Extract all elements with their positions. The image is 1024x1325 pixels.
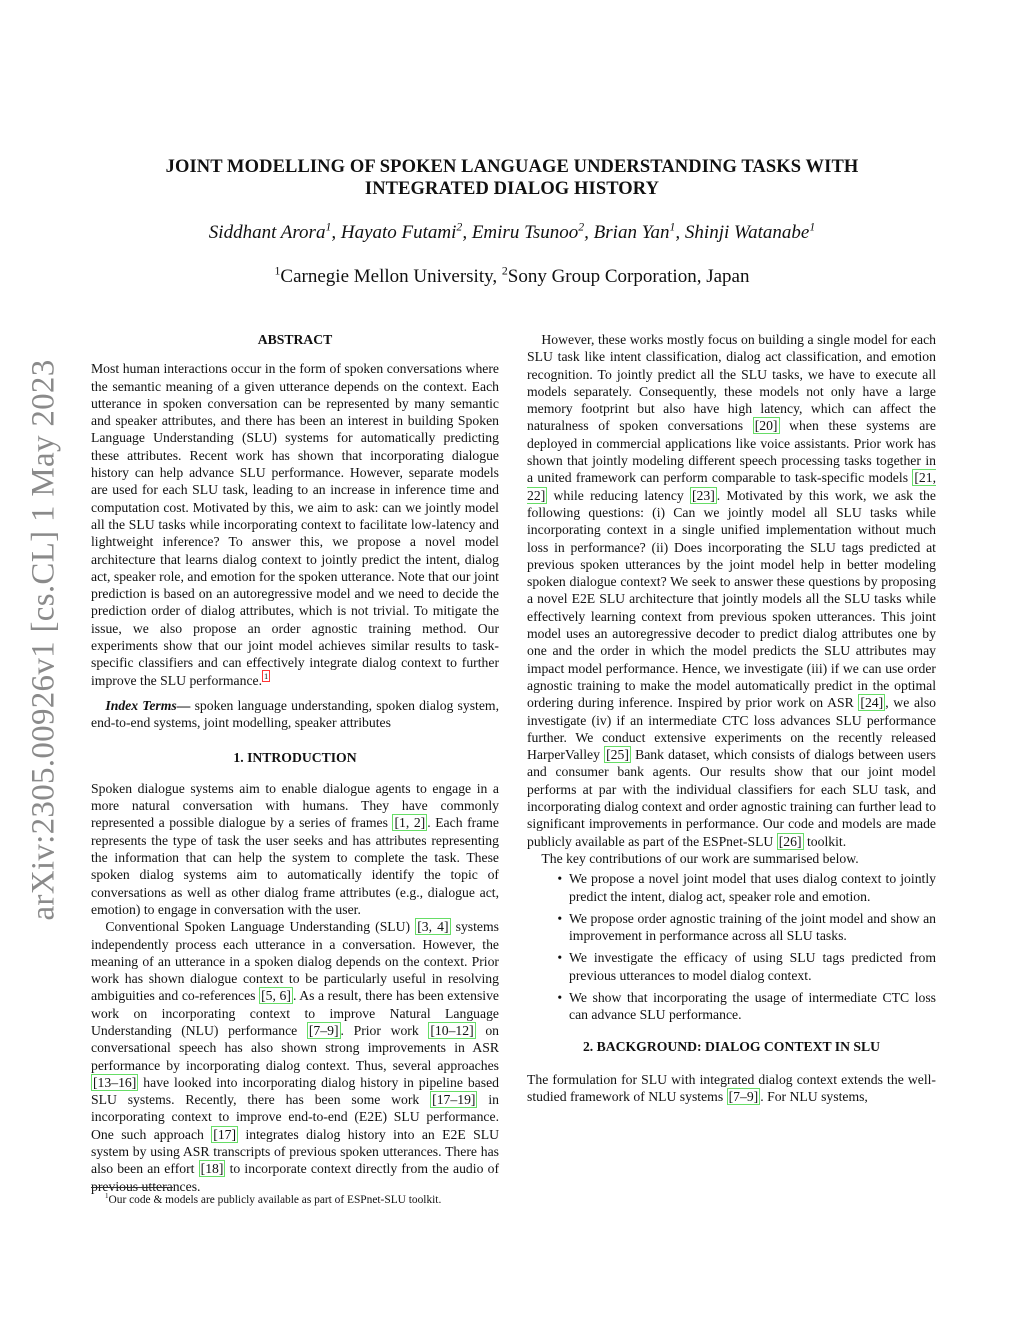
citation-link[interactable]: [3, 4] <box>417 919 449 935</box>
citation-link[interactable]: [10–12] <box>430 1022 474 1038</box>
author-affil-mark: 1 <box>809 220 816 234</box>
intro-heading: 1. INTRODUCTION <box>233 749 357 765</box>
author-affil-mark: 2 <box>578 220 585 234</box>
author-separator: , <box>331 222 341 243</box>
paragraph-text: . For NLU systems, <box>760 1089 868 1105</box>
paper-title <box>100 156 924 200</box>
index-terms-text: spoken language understanding, spoken dialog system, end-to-end systems, joint modelling, speaker attributes <box>91 697 499 731</box>
affil-1: Carnegie Mellon University, <box>280 266 502 287</box>
author-name: Shinji Watanabe <box>684 222 810 243</box>
paragraph-text: toolkit. <box>803 833 847 849</box>
paragraph-text: . As a result, there has been extensive work on incorporating context to improve Natural Language Understanding (NLU) performance <box>91 988 499 1038</box>
citation-link[interactable]: [17] <box>213 1126 237 1142</box>
intro-paragraph-3 <box>527 331 936 850</box>
footnote-mark: 1 <box>105 1192 109 1201</box>
affil-sup-1: 1 <box>274 264 281 278</box>
author-list <box>60 222 964 244</box>
footnote-rule <box>91 1187 173 1188</box>
left-column <box>91 331 499 1195</box>
citation-link[interactable]: [20] <box>754 418 778 434</box>
citation-link[interactable]: [26] <box>778 833 802 849</box>
affil-2: Sony Group Corporation, Japan <box>507 266 750 287</box>
background-heading: 2. BACKGROUND: DIALOG CONTEXT IN SLU <box>582 1038 881 1054</box>
paragraph-text: However, these works mostly focus on building a single model for each SLU task like intent classification, dialog act classification, and emotion recognition. To jointly predict all the SLU tasks, we have to execute all models separately. Consequently, these models not only have a large memory footprint but also have high latency, which can affect the naturalness of spoken conversations <box>527 332 936 434</box>
title-line-1: JOINT MODELLING OF SPOKEN LANGUAGE UNDERSTANDING TASKS WITH <box>165 157 859 177</box>
paragraph-text: systems independently process each utterance in a conversation. However, the meaning of an utterance in a spoken dialog depends on the context. Prior work has shown dialogue context to be particularly useful in resolving ambiguities and co-references <box>91 919 499 1004</box>
intro-paragraph-2 <box>91 918 499 1195</box>
index-terms <box>91 697 499 732</box>
paragraph-text: in incorporating context to improve end-to-end (E2E) SLU performance. One such approach <box>91 1092 499 1142</box>
paragraph-text: to incorporate context directly from the audio of previous utterances. <box>91 1161 499 1194</box>
author-name: Hayato Futami <box>340 222 457 243</box>
footnote <box>91 1193 499 1207</box>
citation-link[interactable]: [7–9] <box>308 1022 339 1038</box>
paragraph-text: , we also investigate (iv) if an intermediate CTC loss advances SLU performance further. We conduct extensive experiments on the recently released HarperValley <box>527 695 936 763</box>
abstract-body: Most human interactions occur in the form of spoken conversations where the semantic meaning of a given utterance depends on the context. Each utterance in spoken conversation can be represented by many semantic and speaker attributes, and there has been an interest in building Spoken Language Understanding (SLU) systems for automatically predicting these attributes. Recent work has shown that incorporating dialogue history can help advance SLU performance. However, separate models are used for each SLU task, leading to an increase in inference time and computation cost. Motivated by this, we aim to ask: can we jointly model all the SLU tasks while incorporating context to facilitate low-latency and lightweight inference? To answer this, we propose a novel model architecture that learns dialog context to jointly predict the intent, dialog act, speaker role, and emotion for the spoken utterance. Note that our joint prediction is based on an autoregressive model and we need to decide the prediction order of dialog attributes, which is not trivial. To mitigate the issue, we also propose an order agnostic training method. Our experiments show that our joint model achieves similar results to task-specific classifiers and can effectively integrate dialog context to further improve the SLU performance. <box>91 361 499 688</box>
citation-link[interactable]: [24] <box>860 695 884 711</box>
paragraph-text: Conventional Spoken Language Understanding (SLU) <box>105 919 416 935</box>
intro-paragraph-4: The key contributions of our work are summarised below. <box>541 850 859 866</box>
citation-link[interactable]: [23] <box>691 487 715 503</box>
footnote-link[interactable]: 1 <box>264 671 269 682</box>
paragraph-text: integrates dialog history into an E2E SLU system by using ASR transcripts of previous spoken utterances. There has also been an effort <box>91 1126 499 1177</box>
index-terms-label: Index Terms— <box>105 697 191 713</box>
contribution-item: • We show that incorporating the usage of intermediate CTC loss can advance SLU performance. <box>569 989 936 1024</box>
abstract-heading: ABSTRACT <box>257 332 333 347</box>
paragraph-text: Spoken dialogue systems aim to enable dialogue agents to engage in a more natural conversation with humans. They have commonly represented a possible dialogue by a series of frames <box>91 780 499 831</box>
citation-link[interactable]: [18] <box>200 1161 224 1177</box>
author-separator: , <box>584 222 594 243</box>
paragraph-text: have looked into incorporating dialog history in pipeline based SLU systems. Recently, there has been some work <box>91 1074 499 1108</box>
affil-sup-2: 2 <box>501 264 508 278</box>
author-affil-mark: 2 <box>456 220 463 234</box>
paragraph-text: . Motivated by this work, we ask the following questions: (i) Can we jointly model all SLU tasks while incorporating context in a single unified implementation without much loss in performance? (ii) Does incorporating the SLU tags predicted at previous spoken utterances by the joint model help in better modeling spoken dialogue context? We seek to answer these questions by proposing a novel E2E SLU architecture that jointly models all the SLU tasks while effectively learning context from previous spoken utterances. This joint model uses an autoregressive decoder to predict dialog attributes one by one and the order in which the model predicts the SLU attributes may impact model performance. Hence, we investigate (iii) if we can use order agnostic training to make the model automatically predict in the optimal ordering during inference. Inspired by prior work on ASR <box>527 487 936 711</box>
background-paragraph-1 <box>527 1071 936 1106</box>
contribution-item: • We propose a novel joint model that uses dialog context to jointly predict the intent, dialog act, speaker role and emotion. <box>569 870 936 905</box>
paragraph-text: . Prior work <box>340 1022 429 1038</box>
citation-link[interactable]: [5, 6] <box>261 988 291 1004</box>
paragraph-text: . Each frame represents the type of task the user seeks and has attributes representing the information that can help the system to complete the task. These spoken dialog systems aim to automatically identify the topic of conversations as well as other dialog frame attributes (e.g., dialogue act, emotion) to engage in conversation with the user. <box>91 815 499 917</box>
author-name: Siddhant Arora <box>208 222 326 243</box>
paragraph-text: when these systems are deployed in commercial applications like voice assistants. Prior work has shown that jointly modeling different speech processing tasks together in a united framework can perform comparable to task-specific models <box>527 418 936 486</box>
citation-link[interactable]: [1, 2] <box>394 815 426 831</box>
footnote-text: Our code & models are publicly available as part of ESPnet-SLU toolkit. <box>108 1194 442 1206</box>
arxiv-id-text: arXiv:2305.00926v1 [cs.CL] 1 May 2023 <box>25 359 62 921</box>
abstract-text <box>91 360 499 689</box>
author-separator: , <box>675 222 685 243</box>
citation-link[interactable]: [17–19] <box>432 1092 476 1108</box>
author-separator: , <box>462 222 472 243</box>
author-name: Emiru Tsunoo <box>471 222 579 243</box>
citation-link[interactable]: [25] <box>606 747 629 763</box>
paragraph-text: Bank dataset, which consists of dialogs between users and consumer bank agents. Our results show that our joint model performs at par with the individual classifiers for each SLU task, and incorporating dialog context and order agnostic training can further lead to significant improvements in performance. Our code and models are made publicly available as part of the ESPnet-SLU <box>527 747 936 849</box>
author-name: Brian Yan <box>593 222 670 243</box>
author-affil-mark: 1 <box>669 220 676 234</box>
paragraph-text: while reducing latency <box>547 487 690 503</box>
contributions-list <box>527 870 936 1023</box>
citation-link[interactable]: [21, 22] <box>527 470 936 503</box>
title-line-2: INTEGRATED DIALOG HISTORY <box>364 179 660 199</box>
paragraph-text: The formulation for SLU with integrated dialog context extends the well-studied framework of NLU systems <box>527 1071 936 1105</box>
citation-link[interactable]: [13–16] <box>93 1074 137 1090</box>
contribution-item: • We propose order agnostic training of the joint model and show an improvement in performance across all SLU tasks. <box>569 910 936 945</box>
citation-link[interactable]: [7–9] <box>728 1089 759 1105</box>
intro-paragraph-1 <box>91 780 499 918</box>
paragraph-text: on conversational speech has also shown strong improvements in ASR performance by incorporating dialog context. Thus, several approaches <box>91 1022 499 1073</box>
contribution-item: • We investigate the efficacy of using SLU tags predicted from previous utterances to model dialog context. <box>569 949 936 984</box>
affiliations <box>60 266 964 288</box>
right-column <box>527 331 936 1105</box>
author-affil-mark: 1 <box>325 220 332 234</box>
